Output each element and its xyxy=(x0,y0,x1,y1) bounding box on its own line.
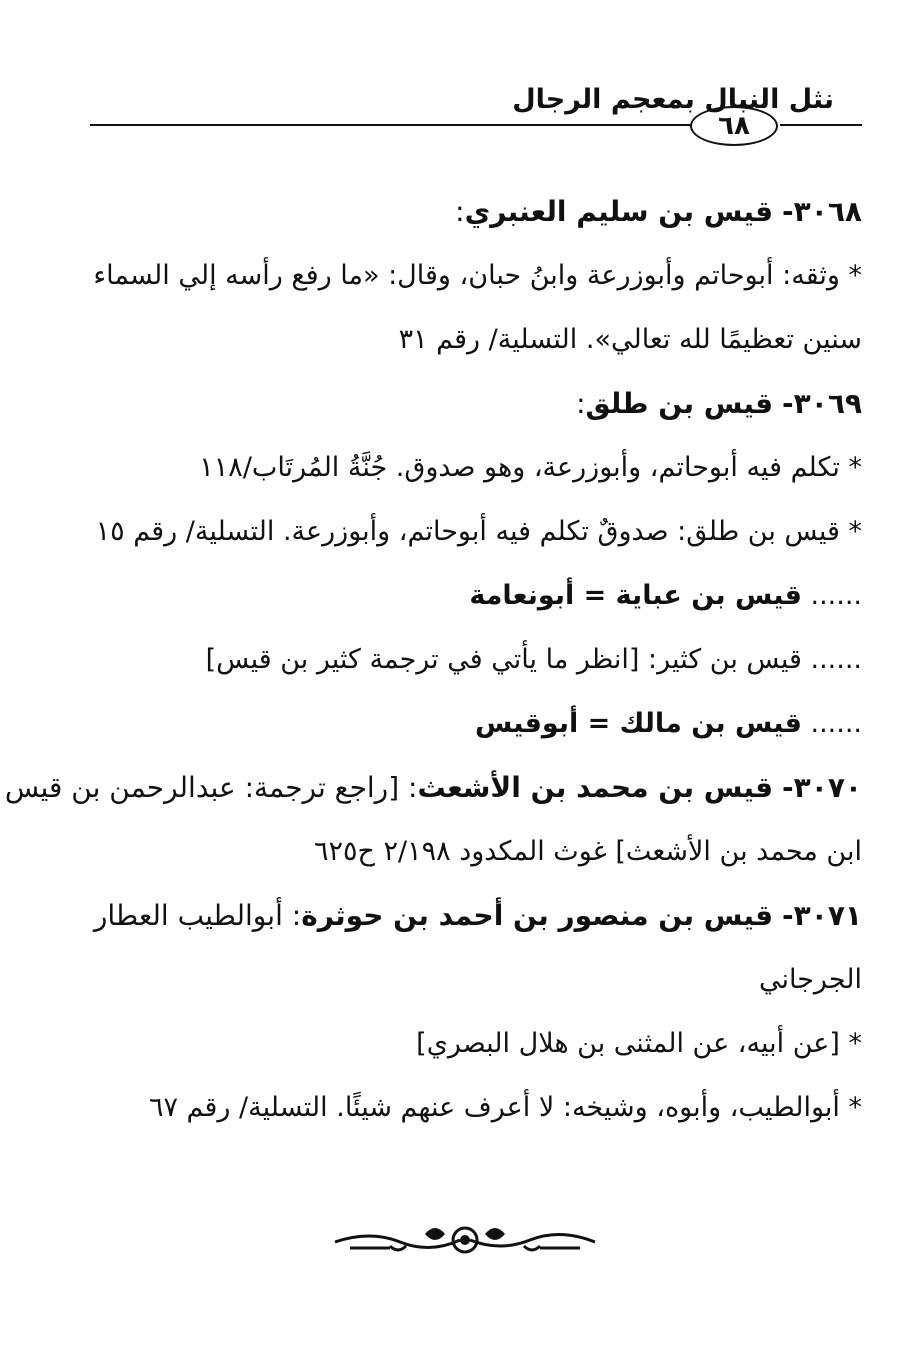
entry-name: قيس بن منصور بن أحمد بن حوثرة xyxy=(301,899,774,932)
header-rule xyxy=(90,124,692,126)
entry-suffix: : أبوالطيب العطار xyxy=(93,899,302,932)
entry-number: ٣٠٧٠- xyxy=(782,771,862,804)
header-rule xyxy=(780,124,862,126)
cross-reference-text: قيس بن كثير: [انظر ما يأتي في ترجمة كثير بن قيس] xyxy=(205,644,802,675)
entry-heading xyxy=(90,884,862,948)
entry-text: * أبوالطيب، وأبوه، وشيخه: لا أعرف عنهم شيئًا. التسلية/ رقم ٦٧ xyxy=(148,1092,862,1123)
entry-suffix: : [راجع ترجمة: عبدالرحمن بن قيس xyxy=(4,771,418,804)
entry-text: سنين تعظيمًا لله تعالي». التسلية/ رقم ٣١ xyxy=(398,324,862,355)
entry-heading xyxy=(90,372,862,436)
entry-text: الجرجاني xyxy=(759,964,862,995)
entry-number: ٣٠٧١- xyxy=(782,899,862,932)
entry-number: ٣٠٦٩- xyxy=(782,387,862,420)
cross-reference xyxy=(90,692,862,756)
entry-number: ٣٠٦٨- xyxy=(782,195,862,228)
cross-reference xyxy=(90,628,862,692)
entry-text: * وثقه: أبوحاتم وأبوزرعة وابنُ حبان، وقال: «ما رفع رأسه إلي السماء xyxy=(93,260,862,291)
entry-heading xyxy=(4,756,862,820)
cross-reference-text: قيس بن عباية = أبونعامة xyxy=(469,580,802,611)
running-header-title: نثل النبال بمعجم الرجال xyxy=(512,84,834,115)
entry-suffix: : xyxy=(455,195,465,228)
entry-text: * قيس بن طلق: صدوقٌ تكلم فيه أبوحاتم، وأبوزرعة. التسلية/ رقم ١٥ xyxy=(95,516,862,547)
entry-text: * تكلم فيه أبوحاتم، وأبوزرعة، وهو صدوق. جُنَّةُ المُرتَاب/١١٨ xyxy=(199,452,862,483)
cross-reference-text: قيس بن مالك = أبوقيس xyxy=(475,708,802,739)
entry-text: ابن محمد بن الأشعث] غوث المكدود ٢/١٩٨ ح٦٢٥ xyxy=(313,836,862,867)
entry-suffix: : xyxy=(576,387,586,420)
entry-name: قيس بن طلق xyxy=(585,387,774,420)
entry-name: قيس بن محمد بن الأشعث xyxy=(417,771,774,804)
entry-heading xyxy=(90,180,862,244)
page-body xyxy=(4,180,862,1140)
cross-reference xyxy=(90,564,862,628)
leader-dots: ...... xyxy=(810,580,862,611)
entry-name: قيس بن سليم العنبري xyxy=(464,195,774,228)
leader-dots: ...... xyxy=(810,644,862,675)
decorative-flourish-icon xyxy=(330,1220,600,1260)
leader-dots: ...... xyxy=(810,708,862,739)
entry-text: * [عن أبيه، عن المثنى بن هلال البصري] xyxy=(416,1028,862,1059)
page-number: ٦٨ xyxy=(690,106,778,146)
